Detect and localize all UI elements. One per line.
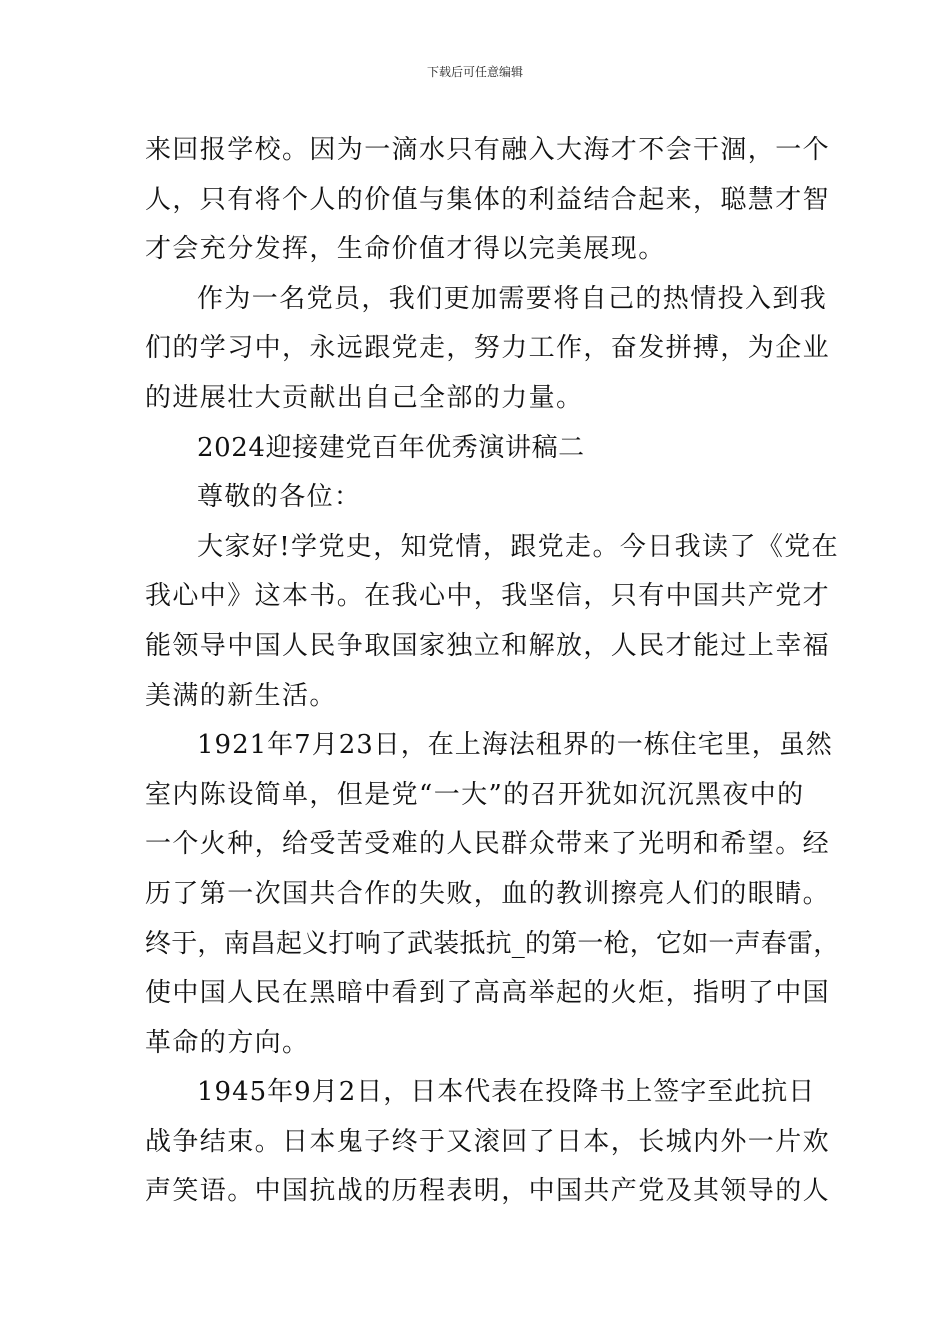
text-line: 们的学习中，永远跟党走，努力工作，奋发拼搏，为企业 bbox=[145, 333, 831, 364]
text-line: 作为一名党员，我们更加需要将自己的热情投入到我 bbox=[197, 283, 828, 314]
speech-title bbox=[145, 424, 815, 474]
page-header: 下载后可任意编辑 bbox=[426, 65, 523, 79]
text-line: 终于，南昌起义打响了武装抵抗_的第一枪，它如一声春雷， bbox=[145, 928, 840, 959]
paragraph-6 bbox=[145, 721, 840, 1068]
text-line: 能领导中国人民争取国家独立和解放，人民才能过上幸福 bbox=[145, 630, 831, 661]
text-line: 声笑语。中国抗战的历程表明，中国共产党及其领导的人 bbox=[145, 1176, 831, 1207]
text-line: 我心中》这本书。在我心中，我坚信，只有中国共产党才 bbox=[145, 581, 831, 612]
text-line: 来回报学校。因为一滴水只有融入大海才不会干涸，一个 bbox=[145, 135, 831, 165]
text-line: 1945年9月2日，日本代表在投降书上签字至此抗日 bbox=[197, 1077, 816, 1108]
text-line: 室内陈设简单，但是党“一大”的召开犹如沉沉黑夜中的 bbox=[145, 779, 805, 810]
paragraph-1 bbox=[145, 126, 831, 275]
text-line: 才会充分发挥，生命价值才得以完美展现。 bbox=[145, 234, 666, 265]
text-line: 战争结束。日本鬼子终于又滚回了日本，长城内外一片欢 bbox=[145, 1126, 831, 1157]
text-line: 使中国人民在黑暗中看到了高高举起的火炬，指明了中国 bbox=[145, 978, 831, 1009]
text-line: 尊敬的各位： bbox=[197, 482, 362, 513]
text-line: 的进展壮大贡献出自己全部的力量。 bbox=[145, 382, 584, 413]
text-line: 一个火种，给受苦受难的人民群众带来了光明和希望。经 bbox=[145, 829, 831, 860]
document-body bbox=[145, 126, 840, 1217]
paragraph-5 bbox=[145, 523, 840, 721]
text-line: 1921年7月23日，在上海法租界的一栋住宅里，虽然 bbox=[197, 730, 833, 761]
text-line: 人，只有将个人的价值与集体的利益结合起来，聪慧才智 bbox=[145, 184, 831, 215]
text-line: 2024迎接建党百年优秀演讲稿二 bbox=[197, 432, 585, 463]
salutation bbox=[145, 473, 815, 523]
text-line: 革命的方向。 bbox=[145, 1027, 310, 1058]
paragraph-2 bbox=[145, 275, 831, 424]
text-line: 美满的新生活。 bbox=[145, 680, 337, 711]
text-line: 历了第一次国共合作的失败，血的教训擦亮人们的眼睛。 bbox=[145, 878, 831, 909]
text-line: 大家好!学党史，知党情，跟党走。今日我读了《党在 bbox=[197, 531, 840, 562]
paragraph-7 bbox=[145, 1068, 831, 1217]
